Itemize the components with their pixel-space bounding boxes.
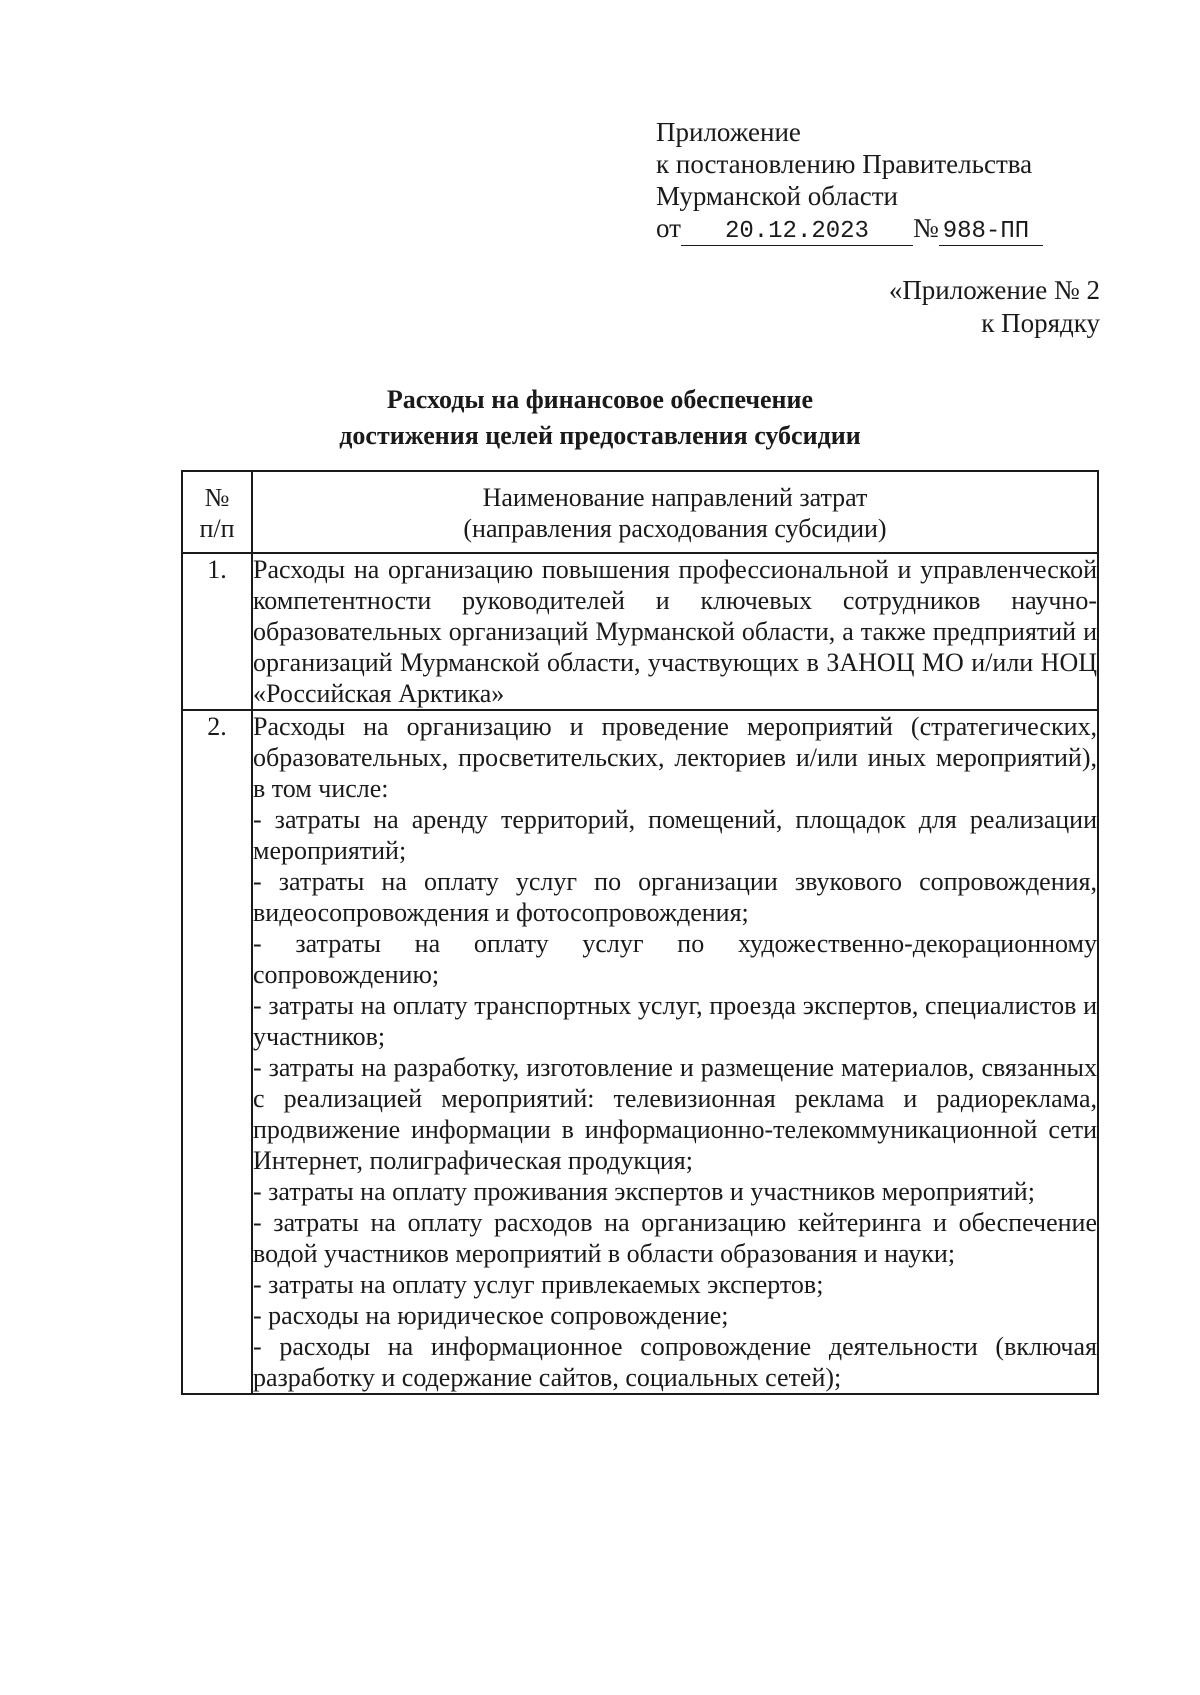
header-number-line2: п/п: [199, 514, 235, 543]
header-name-line1: Наименование направлений затрат: [482, 483, 868, 512]
header-line-region: Мурманской области: [656, 181, 898, 211]
appendix-reference-line2: к Порядку: [981, 308, 1100, 338]
number-label: №: [912, 213, 939, 243]
decree-date: 20.12.2023: [681, 219, 913, 246]
document-title-line1: Расходы на финансовое обеспечение: [386, 385, 814, 414]
row-number: 1.: [182, 553, 252, 710]
expense-item: - затраты на разработку, изготовление и размещение материалов, связанных с реализацией мероприятий: телевизионная реклама и радиореклама, продвижение информации в информационно-телекоммуникационной сети Интернет, полиграфическая продукция;: [253, 1053, 1097, 1175]
row-description: Расходы на организацию повышения профессиональной и управленческой компетентности руководителей и ключевых сотрудников научно-образовательных организаций Мурманской области, а также предприятий и организаций Мурманской области, участвующих в ЗАНОЦ МО и/или НОЦ «Российская Арктика»: [253, 555, 1097, 708]
expense-item: - затраты на оплату услуг по художественно-декорационному сопровождению;: [253, 929, 1097, 989]
expense-item: - затраты на оплату транспортных услуг, проезда экспертов, специалистов и участников;: [253, 991, 1097, 1051]
row-text: [252, 553, 1098, 710]
header-cell-number: [182, 471, 252, 553]
expense-item: - затраты на оплату расходов на организацию кейтеринга и обеспечение водой участников мероприятий в области образования и науки;: [253, 1208, 1097, 1268]
expense-item: - расходы на информационное сопровождение деятельности (включая разработку и содержание сайтов, социальных сетей);: [253, 1332, 1097, 1392]
expense-item: - затраты на оплату услуг по организации звукового сопровождения, видеосопровождения и фотосопровождения;: [253, 867, 1097, 927]
expense-item: - затраты на аренду территорий, помещений, площадок для реализации мероприятий;: [253, 805, 1097, 865]
table-header-row: [182, 471, 1098, 553]
table-row: [182, 553, 1098, 710]
document-title-line2: достижения целей предоставления субсидии: [339, 421, 861, 450]
header-line-appendix: Приложение: [656, 117, 801, 147]
decree-header: [656, 116, 1043, 246]
row-intro: Расходы на организацию и проведение мероприятий (стратегических, образовательных, просветительских, лекториев и/или иных мероприятий), в том числе:: [253, 712, 1097, 803]
from-label: от: [656, 213, 681, 243]
decree-number: 988-ПП: [939, 219, 1043, 246]
row-text: [252, 710, 1098, 1394]
document-title: [180, 382, 1020, 454]
header-line-decree: к постановлению Правительства: [656, 149, 1033, 179]
expense-item: - затраты на оплату проживания экспертов и участников мероприятий;: [253, 1177, 1035, 1206]
appendix-reference: [889, 274, 1100, 340]
table-row: [182, 710, 1098, 1394]
appendix-reference-line1: «Приложение № 2: [888, 275, 1100, 305]
header-name-line2: (направления расходования субсидии): [463, 514, 887, 543]
decree-date-number-line: [656, 212, 1043, 246]
expenses-table: [181, 470, 1099, 1395]
expense-item: - затраты на оплату услуг привлекаемых экспертов;: [253, 1270, 824, 1299]
header-cell-name: [252, 471, 1098, 553]
expense-item: - расходы на юридическое сопровождение;: [253, 1301, 729, 1330]
row-number: 2.: [182, 710, 252, 1394]
header-number-line1: №: [204, 483, 230, 512]
